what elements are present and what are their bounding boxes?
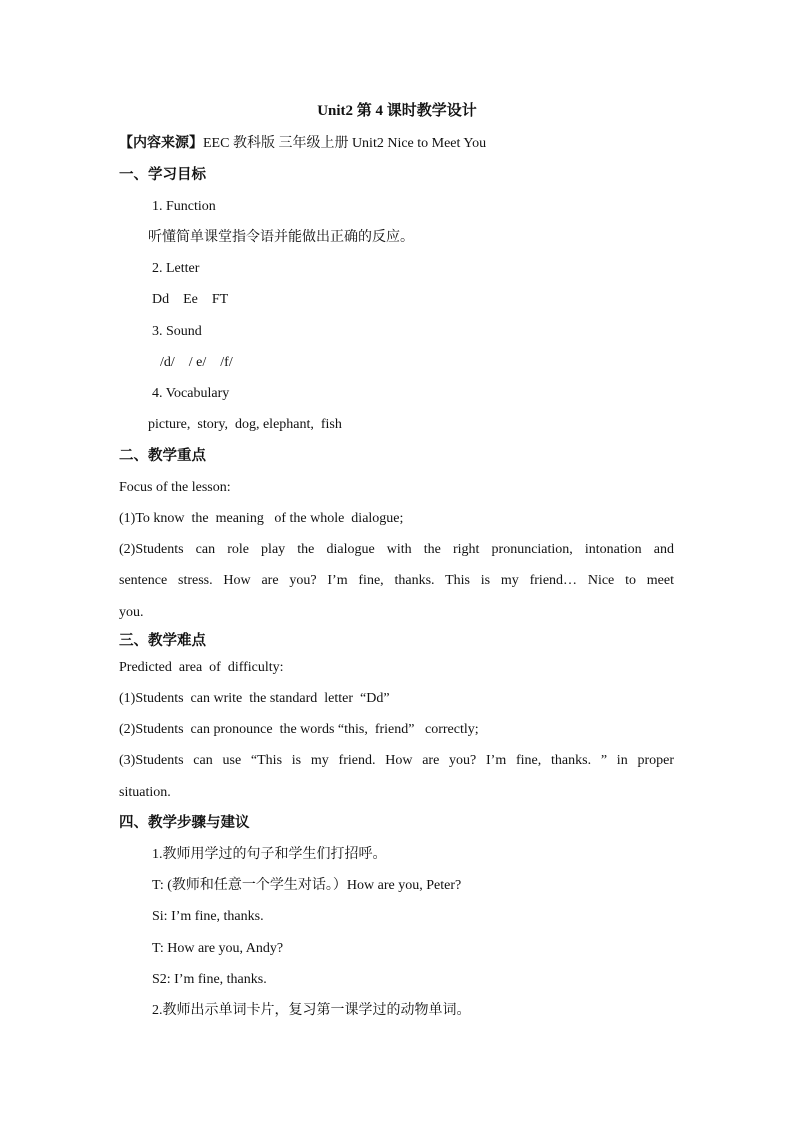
difficulty-intro: Predicted area of difficulty:	[119, 660, 284, 675]
difficulty-item-3-line-2: situation.	[119, 785, 171, 800]
letter-label: 2. Letter	[152, 261, 200, 276]
step-1: 1.教师用学过的句子和学生们打招呼。	[152, 847, 387, 862]
dialogue-teacher-1: T: (教师和任意一个学生对话。）How are you, Peter?	[152, 878, 462, 893]
content-source-text: EEC 教科版 三年级上册 Unit2 Nice to Meet You	[203, 136, 487, 151]
function-text: 听懂简单课堂指令语并能做出正确的反应。	[148, 230, 414, 245]
difficulty-item-1: (1)Students can write the standard letter “Dd”	[119, 691, 390, 706]
function-label: 1. Function	[152, 199, 216, 214]
vocabulary-label: 4. Vocabulary	[152, 386, 230, 401]
focus-intro: Focus of the lesson:	[119, 480, 231, 495]
dialogue-teacher-2: T: How are you, Andy?	[152, 941, 284, 956]
step-2: 2.教师出示单词卡片，复习第一课学过的动物单词。	[152, 1003, 471, 1018]
difficulty-item-2: (2)Students can pronounce the words “this, friend” correctly;	[119, 722, 479, 737]
focus-item-2-line-1: (2)Students can role play the dialogue with the right pronunciation, intonation and	[119, 542, 674, 557]
difficulty-item-3-line-1: (3)Students can use “This is my friend. How are you? I’m fine, thanks. ” in proper	[119, 753, 674, 768]
section-heading-difficulties: 三、教学难点	[119, 633, 206, 649]
section-heading-steps: 四、教学步骤与建议	[119, 815, 250, 831]
section-heading-objectives: 一、学习目标	[119, 167, 206, 183]
focus-item-2-line-3: you.	[119, 605, 144, 620]
letter-text: Dd Ee FT	[152, 292, 229, 307]
content-source-line	[119, 135, 486, 153]
dialogue-student-1: Si: I’m fine, thanks.	[152, 909, 264, 924]
vocabulary-text: picture, story, dog, elephant, fish	[148, 417, 342, 432]
sound-text: /d/ / e/ /f/	[160, 355, 233, 370]
focus-item-2-line-2: sentence stress. How are you? I’m fine, thanks. This is my friend… Nice to meet	[119, 573, 674, 588]
document-title: Unit2 第 4 课时教学设计	[317, 103, 477, 119]
content-source-label: 【内容来源】	[119, 136, 203, 151]
section-heading-key-points: 二、教学重点	[119, 448, 206, 464]
focus-item-1: (1)To know the meaning of the whole dialogue;	[119, 511, 404, 526]
dialogue-student-2: S2: I’m fine, thanks.	[152, 972, 267, 987]
sound-label: 3. Sound	[152, 324, 202, 339]
